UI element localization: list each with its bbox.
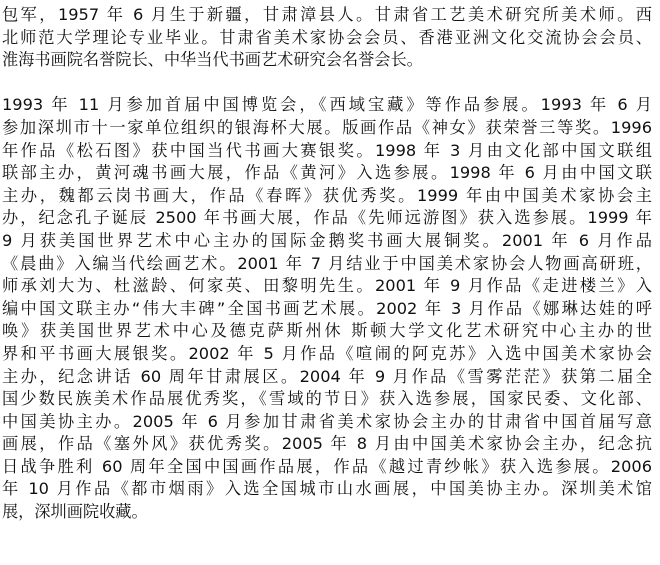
text-line: 画展，作品《塞外风》获优秀奖。2005 年 8 月由中国美术家协会主办，纪念抗 bbox=[2, 434, 652, 454]
text-line: 办，纪念孔子诞辰 2500 年书画大展，作品《先师远游图》获入选参展。1999 年 bbox=[2, 208, 652, 228]
text-line: 师承刘大为、杜滋龄、何家英、田黎明先生。2001 年 9 月作品《走进楼兰》入 bbox=[2, 276, 652, 296]
text-line: 北师范大学理论专业毕业。甘肃省美术家协会会员、香港亚洲文化交流协会会员、 bbox=[2, 27, 652, 47]
text-line: 国少数民族美术作品展优秀奖，《雪域的节日》获入选参展，国家民委、文化部、 bbox=[2, 389, 652, 409]
text-line: 展，深圳画院收藏。 bbox=[2, 502, 148, 522]
text-line: 1993 年 11 月参加首届中国博览会，《西域宝藏》等作品参展。1993 年 6 月 bbox=[2, 95, 652, 115]
text-line: 界和平书画大展银奖。2002 年 5 月作品《喧闹的阿克苏》入选中国美术家协会 bbox=[2, 343, 652, 363]
text-line: 中国美协主办。2005 年 6 月参加甘肃省美术家协会主办的甘肃省中国首届写意 bbox=[2, 411, 652, 431]
text-line: 主办，魏都云岗书画大，作品《春晖》获优秀奖。1999 年由中国美术家协会主 bbox=[2, 185, 652, 205]
text-line: 《晨曲》入编当代绘画艺术。2001 年 7 月结业于中国美术家协会人物画高研班， bbox=[2, 253, 652, 273]
text-line: 参加深圳市十一家单位组织的银海杯大展。版画作品《神女》获荣誉三等奖。1996 bbox=[2, 117, 652, 137]
text-line: 联部主办，黄河魂书画大展，作品《黄河》入选参展。1998 年 6 月由中国文联 bbox=[2, 163, 652, 183]
text-line: 主办，纪念讲话 60 周年甘肃展区。2004 年 9 月作品《雪雾茫茫》获第二届全 bbox=[2, 366, 652, 386]
intro-paragraph bbox=[2, 4, 652, 72]
text-line: 唤》获美国世界艺术中心及德克萨斯州休 斯顿大学文化艺术研究中心主办的世 bbox=[2, 321, 652, 341]
text-line: 年 10 月作品《都市烟雨》入选全国城市山水画展，中国美协主办。深圳美术馆 bbox=[2, 479, 652, 499]
text-line: 9 月获美国世界艺术中心主办的国际金鹅奖书画大展铜奖。2001 年 6 月作品 bbox=[2, 230, 652, 250]
paragraph-spacer bbox=[2, 72, 652, 95]
text-line: 包军，1957 年 6 月生于新疆，甘肃漳县人。甘肃省工艺美术研究所美术师。西 bbox=[2, 5, 652, 24]
text-line: 年作品《松石图》获中国当代书画大赛银奖。1998 年 3 月由文化部中国文联组 bbox=[2, 140, 652, 160]
text-line: 淮海书画院名誉院长、中华当代书画艺术研究会名誉会长。 bbox=[2, 50, 423, 70]
career-paragraph bbox=[2, 94, 652, 523]
text-line: 编中国文联主办“伟大丰碑”全国书画艺术展。2002 年 3 月作品《娜琳达娃的呼 bbox=[2, 298, 652, 318]
text-line: 日战争胜利 60 周年全国中国画作品展，作品《越过青纱帐》获入选参展。2006 bbox=[2, 456, 652, 476]
biography-document bbox=[2, 4, 652, 524]
